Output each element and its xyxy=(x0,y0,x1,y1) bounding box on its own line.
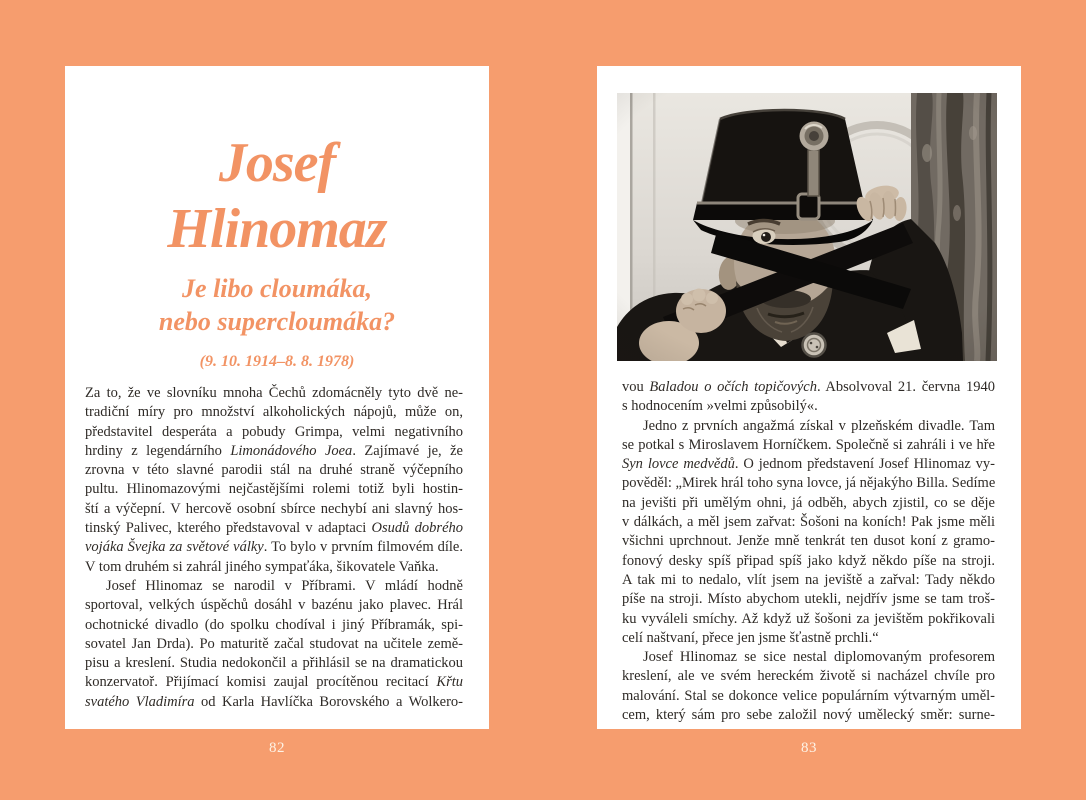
text-line: svatého Vladimíra od Karla Havlíčka Borovského a Wolkero- xyxy=(85,693,463,710)
text-line: kreslení, ale ve svém hereckém životě si nacházel chvíle pro xyxy=(622,668,995,685)
text-line: malování. Stal se dokonce velice populárním výtvarným uměl- xyxy=(622,687,995,704)
text-line: se potkal s Miroslavem Horníčkem. Společně si zahráli i ve hře xyxy=(622,436,995,453)
text-line: fonový desky spíš připad spíš jako když někdo píše na stroji. xyxy=(622,552,995,569)
text-line: sovatel Jan Drda). Po maturitě začal studovat na učitele země- xyxy=(85,635,463,652)
left-page xyxy=(65,66,489,729)
text-line: V tom druhém si zahrál jiného sympaťáka, šikovatele Vaňka. xyxy=(85,558,439,575)
text-line: celí naštvaní, přece jen jsme šťastně prchli.“ xyxy=(622,629,879,646)
text-line: Jedno z prvních angažmá získal v plzeňském divadle. Tam xyxy=(643,417,995,434)
chapter-title-line2: Hlinomaz xyxy=(167,198,387,260)
text-line: ku vyváleli smíchy. Až když už šošoni za jevištěm pokřikovali xyxy=(622,610,995,627)
text-line: píše na stroji. Místo abychom utekli, nejdřív jsme se tam troš- xyxy=(622,591,995,608)
photo-josef-hlinomaz xyxy=(617,93,997,361)
text-line: zrovna v této slavné parodii stál na druhé straně výčepního xyxy=(85,462,463,479)
text-line: ochotnické divadlo (do spolku chodíval i jiný Příbramák, spi- xyxy=(85,616,463,633)
text-line: vou Baladou o očích topičových. Absolvoval 21. června 1940 xyxy=(622,379,995,395)
text-line: A tak mi to nedalo, vlít jsem na jeviště a zařval: Tady někdo xyxy=(622,571,995,588)
page-number-right: 83 xyxy=(801,740,817,756)
chapter-subtitle-line1: Je libo cloumáka, xyxy=(182,274,372,303)
chapter-subtitle xyxy=(65,272,489,338)
chapter-title xyxy=(65,130,489,262)
right-page-body-text xyxy=(622,378,995,725)
text-line: Josef Hlinomaz se sice nestal diplomovaným profesorem xyxy=(643,649,995,666)
text-line: v dálkách, a měl jsem zařvat: Šošoni na koních! Pak jsme měli xyxy=(622,514,995,531)
text-line: cem, který sám pro sebe založil nový umělecký směr: surne- xyxy=(622,707,995,724)
text-line: vojáka Švejka za světové války. To bylo v prvním filmovém díle. xyxy=(85,539,463,556)
text-line: tradiční míry pro množství alkoholických nápojů, může on, xyxy=(85,404,463,421)
text-line: Za to, že ve slovníku mnoha Čechů zdomácněly tyto dvě ne- xyxy=(85,385,463,401)
text-line: na jevišti při umělým ohni, já odběh, abych zjistil, co se děje xyxy=(622,494,995,511)
right-page xyxy=(597,66,1021,729)
text-line: Syn lovce medvědů. O jednom představení Josef Hlinomaz vy- xyxy=(622,456,995,473)
text-line: sportoval, velkých úspěchů dosáhl v bazénu jako plavec. Hrál xyxy=(85,597,463,614)
text-line: s hodnocením »velmi způsobilý«. xyxy=(622,398,818,415)
photo-vignette xyxy=(617,93,997,361)
left-page-body-text xyxy=(85,384,463,712)
text-line: tinský Palivec, kterého představoval v adaptaci Osudů dobrého xyxy=(85,520,463,537)
text-line: pisu a kreslení. Studia nedokončil a přihlásil se na dramatickou xyxy=(85,655,463,672)
text-line: ští a výčepní. V hercově osobní sbírce nechybí ani slavný hos- xyxy=(85,500,463,517)
text-line: představitel desperáta a pobudy Grimpa, velmi negativního xyxy=(85,423,463,440)
text-line: hrdiny z legendárního Limonádového Joea. Zajímavé je, že xyxy=(85,442,463,459)
page-number-left: 82 xyxy=(269,740,285,756)
text-line: všichni uprchnout. Jenže mně tenkrát ten dusot koní z gramo- xyxy=(622,533,995,550)
text-line: pověděl: „Mirek hrál toho syna lovce, já nějakýho Billa. Sedíme xyxy=(622,475,996,492)
text-line: Josef Hlinomaz se narodil v Příbrami. V mládí hodně xyxy=(106,577,463,594)
text-line: pultu. Hlinomazovými nejčastějšími rolemi totiž byli hostin- xyxy=(85,481,463,498)
chapter-title-line1: Josef xyxy=(218,132,336,194)
chapter-subtitle-line2: nebo supercloumáka? xyxy=(158,307,396,336)
life-dates: (9. 10. 1914–8. 8. 1978) xyxy=(199,353,355,370)
photo-image xyxy=(617,93,997,361)
text-line: konzervatoř. Přijímací komisi zaujal procítěnou recitací Křtu xyxy=(85,674,463,691)
